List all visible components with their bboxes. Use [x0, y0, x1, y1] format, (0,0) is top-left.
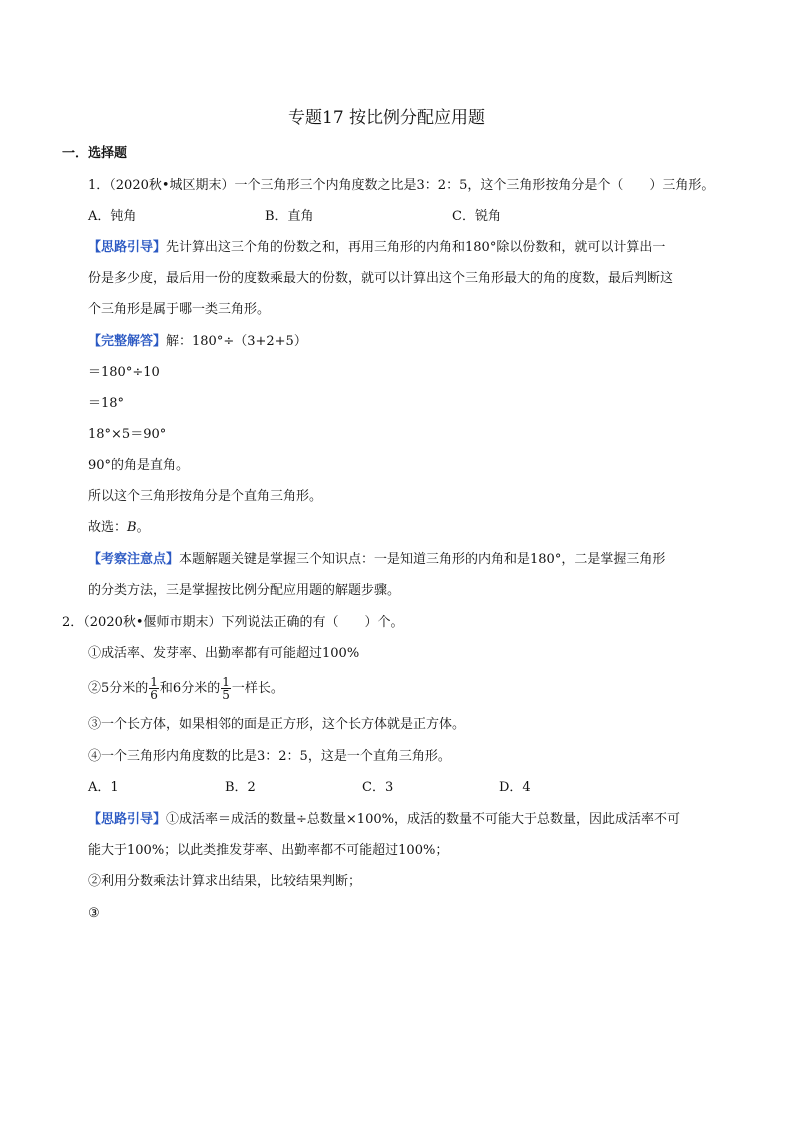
section-heading: 一．选择题 — [62, 146, 128, 161]
q2-hint-line-1 — [88, 812, 680, 828]
q1-option-b: B．直角 — [265, 209, 314, 224]
q1-option-a: A．钝角 — [88, 209, 137, 224]
q1-option-c: C．锐角 — [452, 209, 501, 224]
q1-answer-line-6: 所以这个三角形按角分是个直角三角形。 — [88, 489, 323, 504]
fraction-numerator: 1 — [222, 675, 230, 689]
q2-hint-line-3: ②利用分数乘法计算求出结果，比较结果判断； — [88, 874, 362, 889]
q2-hint-text-1: ①成活率＝成活的数量÷总数量×100%，成活的数量不可能大于总数量，因此成活率不可 — [166, 812, 680, 827]
q1-choice-suffix: 。 — [136, 520, 150, 535]
q1-answer-tag: 【完整解答】 — [88, 334, 167, 349]
q2-option-b: B．2 — [225, 780, 256, 795]
fraction-numerator: 1 — [150, 675, 158, 689]
q1-note-line-1 — [88, 552, 665, 568]
fraction-denominator: 6 — [150, 688, 158, 702]
q1-answer-line-4: 18°×5＝90° — [88, 427, 167, 442]
q2-s2-part-c: 一样长。 — [231, 681, 284, 696]
q2-statement-1: ①成活率、发芽率、出勤率都有可能超过100% — [88, 646, 360, 661]
q1-hint-line-1 — [88, 240, 665, 256]
q1-choice — [88, 520, 150, 536]
q1-note-text-1: 本题解题关键是掌握三个知识点：一是知道三角形的内角和是180°，二是掌握三角形 — [179, 552, 666, 567]
q1-hint-text-1: 先计算出这三个角的份数之和，再用三角形的内角和180°除以份数和，就可以计算出一 — [166, 240, 666, 255]
q2-s2-part-a: ②5分米的 — [88, 681, 149, 696]
q2-option-d: D．4 — [499, 780, 531, 795]
fraction-denominator: 5 — [222, 688, 230, 702]
q2-statement-3: ③一个长方体，如果相邻的面是正方形，这个长方体就是正方体。 — [88, 717, 466, 732]
q1-choice-prefix: 故选： — [88, 520, 128, 535]
page-title: 专题17 按比例分配应用题 — [288, 108, 486, 128]
q2-option-c: C．3 — [362, 780, 394, 795]
q1-hint-tag: 【思路引导】 — [88, 240, 167, 255]
q1-answer-line-1 — [88, 334, 307, 350]
q1-note-tag: 【考察注意点】 — [88, 552, 180, 567]
q1-hint-line-3: 个三角形是属于哪一类三角形。 — [88, 302, 271, 317]
q1-answer-line-2: ＝180°÷10 — [88, 365, 160, 380]
fraction-one-sixth — [149, 676, 159, 701]
q1-answer-line-5: 90°的角是直角。 — [88, 458, 190, 473]
q2-statement-2 — [88, 676, 284, 701]
q1-choice-letter: B — [127, 520, 137, 535]
q2-hint-tag: 【思路引导】 — [88, 812, 167, 827]
q2-stem: 2．（2020秋•偃师市期末）下列说法正确的有（ ）个。 — [62, 615, 404, 630]
q1-note-line-2: 的分类方法，三是掌握按比例分配应用题的解题步骤。 — [88, 583, 401, 598]
q2-hint-line-2: 能大于100%；以此类推发芽率、出勤率都不可能超过100%； — [88, 843, 449, 858]
q1-hint-line-2: 份是多少度，最后用一份的度数乘最大的份数，就可以计算出这个三角形最大的角的度数，最后判断这 — [88, 271, 674, 286]
q1-answer-first: 解：180°÷（3+2+5） — [166, 334, 307, 349]
q1-answer-line-3: ＝18° — [88, 396, 125, 411]
q2-s2-part-b: 和6分米的 — [159, 681, 221, 696]
q2-hint-line-4: ③ — [88, 906, 100, 921]
fraction-one-fifth — [221, 676, 231, 701]
q1-stem: 1．（2020秋•城区期末）一个三角形三个内角度数之比是3：2：5，这个三角形按角分是个（ ）三角形。 — [88, 178, 715, 193]
q2-statement-4: ④一个三角形内角度数的比是3：2：5，这是一个直角三角形。 — [88, 749, 451, 764]
q2-option-a: A．1 — [88, 780, 119, 795]
